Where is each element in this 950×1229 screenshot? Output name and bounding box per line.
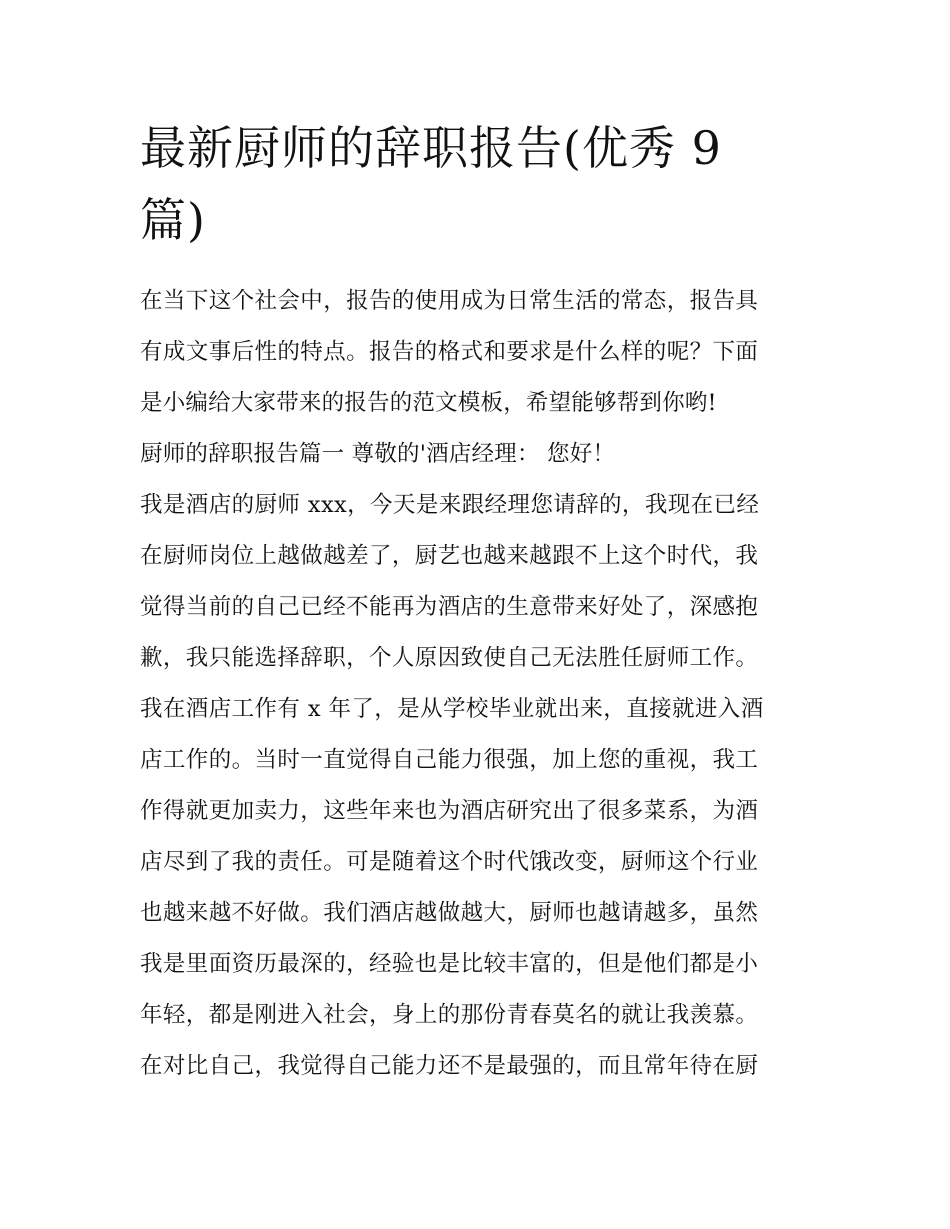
document-title <box>140 112 820 256</box>
body-line-2: 有成文事后性的特点。报告的格式和要求是什么样的呢？下面 <box>140 339 759 365</box>
body-line-1: 在当下这个社会中，报告的使用成为日常生活的常态，报告具 <box>140 288 759 314</box>
title-line-1: 最新厨师的辞职报告(优秀 9 <box>140 121 722 175</box>
body-line-4: 厨师的辞职报告篇一 尊敬的'酒店经理： 您好！ <box>140 441 616 467</box>
body-line-8: 歉，我只能选择辞职，个人原因致使自己无法胜任厨师工作。 <box>140 645 759 671</box>
title-line-2: 篇) <box>140 193 206 247</box>
body-line-6: 在厨师岗位上越做越差了，厨艺也越来越跟不上这个时代，我 <box>140 543 759 569</box>
body-line-14: 我是里面资历最深的，经验也是比较丰富的，但是他们都是小 <box>140 951 759 977</box>
body-line-15: 年轻，都是刚进入社会，身上的那份青春莫名的就让我羡慕。 <box>140 1002 759 1028</box>
body-line-10: 店工作的。当时一直觉得自己能力很强，加上您的重视，我工 <box>140 747 759 773</box>
body-line-16: 在对比自己，我觉得自己能力还不是最强的，而且常年待在厨 <box>140 1053 759 1079</box>
body-line-7: 觉得当前的自己已经不能再为酒店的生意带来好处了，深感抱 <box>140 594 759 620</box>
body-line-9: 我在酒店工作有 x 年了，是从学校毕业就出来，直接就进入酒 <box>140 696 764 722</box>
body-line-3: 是小编给大家带来的报告的范文模板，希望能够帮到你哟! <box>140 390 717 416</box>
body-line-13: 也越来越不好做。我们酒店越做越大，厨师也越请越多，虽然 <box>140 900 759 926</box>
document-body <box>140 276 812 1092</box>
body-line-5: 我是酒店的厨师 xxx，今天是来跟经理您请辞的，我现在已经 <box>140 492 760 518</box>
body-line-12: 店尽到了我的责任。可是随着这个时代饿改变，厨师这个行业 <box>140 849 759 875</box>
body-line-11: 作得就更加卖力，这些年来也为酒店研究出了很多菜系，为酒 <box>140 798 759 824</box>
